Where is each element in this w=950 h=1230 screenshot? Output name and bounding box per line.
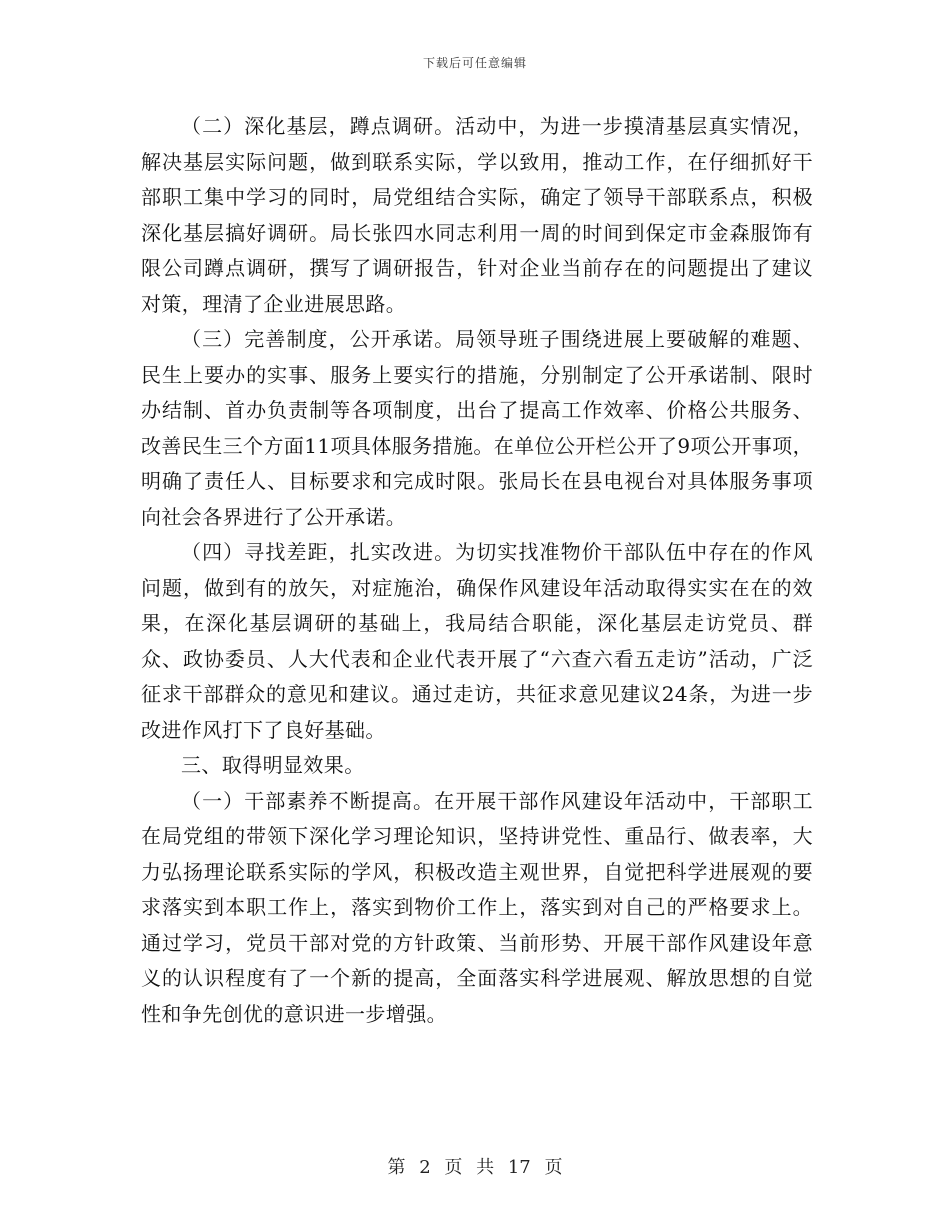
paragraph-cadre-quality: （一）干部素养不断提高。在开展干部作风建设年活动中，干部职工在局党组的带领下深化学习理论知识，坚持讲党性、重品行、做表率，大力弘扬理论联系实际的学风，积极改造主观世界，自觉把科学进展观的要求落实到本职工作上，落实到物价工作上，落实到对自己的严格要求上。通过学习，党员干部对党的方针政策、当前形势、开展干部作风建设年意义的认识程度有了一个新的提高，全面落实科学进展观、解放思想的自觉性和争先创优的意识进一步增强。 (141, 788, 813, 1026)
paragraph-improve-system: （三）完善制度，公开承诺。局领导班子围绕进展上要破解的难题、民生上要办的实事、服务上要实行的措施，分别制定了公开承诺制、限时办结制、首办负责制等各项制度，出台了提高工作效率、价格公共服务、改善民生三个方面11项具体服务措施。在单位公开栏公开了9项公开事项，明确了责任人、目标要求和完成时限。张局长在县电视台对具体服务事项向社会各界进行了公开承诺。 (141, 327, 813, 529)
paragraph-deepen-grassroots: （二）深化基层，蹲点调研。活动中，为进一步摸清基层真实情况，解决基层实际问题，做到联系实际，学以致用，推动工作，在仔细抓好干部职工集中学习的同时，局党组结合实际，确定了领导干部联系点，积极深化基层搞好调研。局长张四水同志利用一周的时间到保定市金森服饰有限公司蹲点调研，撰写了调研报告，针对企业当前存在的问题提出了建议对策，理清了企业进展思路。 (141, 114, 813, 316)
document-body (141, 109, 813, 1032)
page-footer: 第 2 页 共 17 页 (387, 1157, 563, 1178)
page-header: 下载后可任意编辑 (422, 56, 527, 70)
section-heading-results: 三、取得明显效果。 (181, 753, 365, 777)
paragraph-find-gaps: （四）寻找差距，扎实改进。为切实找准物价干部队伍中存在的作风问题，做到有的放矢，对症施治，确保作风建设年活动取得实实在在的效果，在深化基层调研的基础上，我局结合职能，深化基层走访党员、群众、政协委员、人大代表和企业代表开展了“六查六看五走访”活动，广泛征求干部群众的意见和建议。通过走访，共征求意见建议24条，为进一步改进作风打下了良好基础。 (141, 540, 813, 742)
